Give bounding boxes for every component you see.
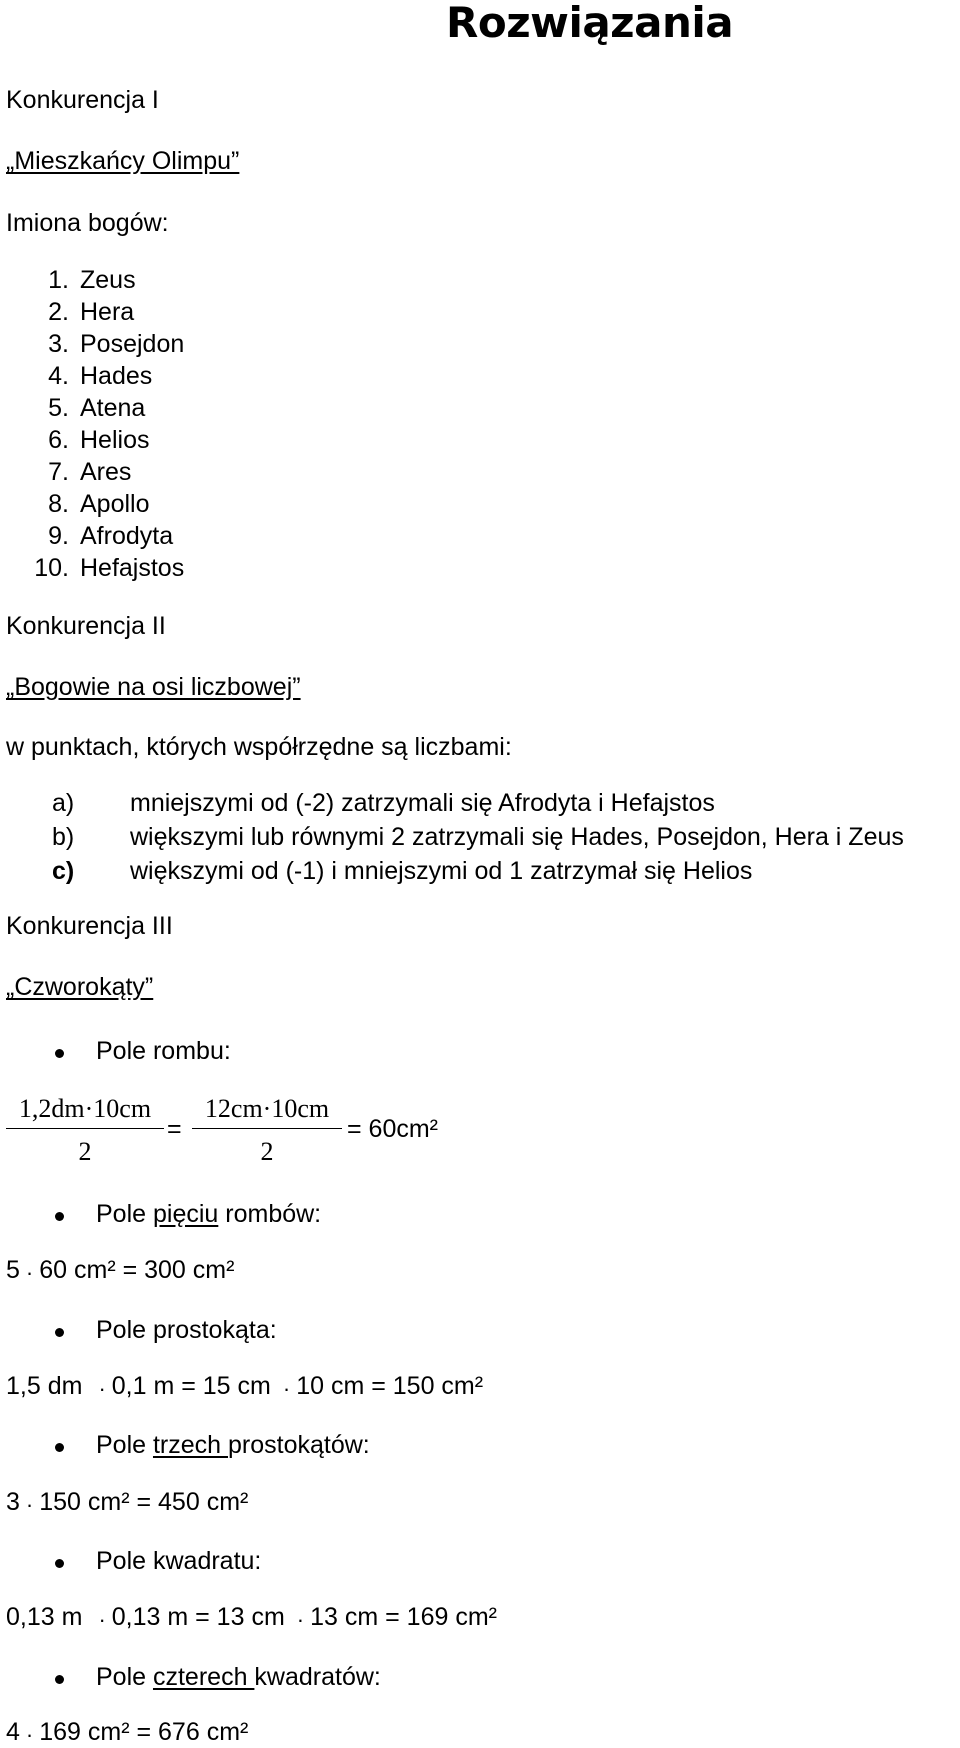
section-intro-1: Imiona bogów: xyxy=(6,209,169,237)
page-title: Rozwiązania xyxy=(446,0,734,47)
section-heading-3: Konkurencja III xyxy=(6,912,173,940)
fraction-1-numerator: 1,2dm·10cm xyxy=(18,1094,152,1123)
three-rect-calc: 3 · 150 cm² = 450 cm² xyxy=(6,1488,249,1517)
list-item: 9. Afrodyta xyxy=(48,522,174,550)
bullet xyxy=(55,1443,64,1452)
list-item: 10. Hefajstos xyxy=(34,554,185,582)
section-subtitle-2: „Bogowie na osi liczbowej” xyxy=(6,673,301,701)
bullet xyxy=(55,1559,64,1568)
list-item: 8. Apollo xyxy=(48,490,150,518)
square-area-label: Pole kwadratu: xyxy=(96,1547,262,1575)
bullet xyxy=(55,1049,64,1058)
list-item: 7. Ares xyxy=(48,458,132,486)
rectangle-calc: 1,5 dm · 0,1 m = 15 cm · 10 cm = 150 cm² xyxy=(6,1372,484,1401)
equals-sign: = xyxy=(167,1115,182,1143)
list-item: b) większymi lub równymi 2 zatrzymali się Hades, Posejdon, Hera i Zeus xyxy=(52,823,904,851)
bullet xyxy=(55,1675,64,1684)
formula-result: = 60cm² xyxy=(347,1115,439,1143)
axis-list xyxy=(20,788,904,890)
three-rect-label: Pole trzech prostokątów: xyxy=(96,1431,370,1459)
fraction-bar xyxy=(6,1128,164,1129)
bullet xyxy=(55,1328,64,1337)
fraction-2-numerator: 12cm·10cm xyxy=(204,1094,330,1123)
section-subtitle-3: „Czworokąty” xyxy=(6,973,154,1001)
five-rhombus-calc: 5 · 60 cm² = 300 cm² xyxy=(6,1256,235,1285)
section-heading-2: Konkurencja II xyxy=(6,612,166,640)
list-item: a) mniejszymi od (-2) zatrzymali się Afrodyta i Hefajstos xyxy=(52,789,715,817)
five-rhombus-label: Pole pięciu rombów: xyxy=(96,1200,322,1228)
rhombus-area-label: Pole rombu: xyxy=(96,1037,231,1065)
section-intro-2: w punktach, których współrzędne są liczbami: xyxy=(6,733,512,761)
fraction-1-denominator: 2 xyxy=(78,1137,92,1166)
list-item: 2. Hera xyxy=(48,298,135,326)
list-item: 3. Posejdon xyxy=(48,330,185,358)
list-item: 6. Helios xyxy=(48,426,150,454)
list-item: c) większymi od (-1) i mniejszymi od 1 zatrzymał się Helios xyxy=(52,857,753,885)
four-square-label: Pole czterech kwadratów: xyxy=(96,1663,381,1691)
section-heading-1: Konkurencja I xyxy=(6,86,159,114)
fraction-2 xyxy=(192,1094,342,1167)
rectangle-area-label: Pole prostokąta: xyxy=(96,1316,277,1344)
gods-list xyxy=(20,265,184,585)
fraction-bar xyxy=(192,1128,342,1129)
list-item: 5. Atena xyxy=(48,394,146,422)
four-square-calc: 4 · 169 cm² = 676 cm² xyxy=(6,1718,249,1747)
square-calc: 0,13 m · 0,13 m = 13 cm · 13 cm = 169 cm² xyxy=(6,1603,497,1632)
list-item: 4. Hades xyxy=(48,362,153,390)
section-subtitle-1: „Mieszkańcy Olimpu” xyxy=(6,147,240,175)
fraction-1 xyxy=(6,1094,164,1167)
list-item: 1. Zeus xyxy=(48,266,136,294)
fraction-2-denominator: 2 xyxy=(260,1137,274,1166)
bullet xyxy=(55,1212,64,1221)
